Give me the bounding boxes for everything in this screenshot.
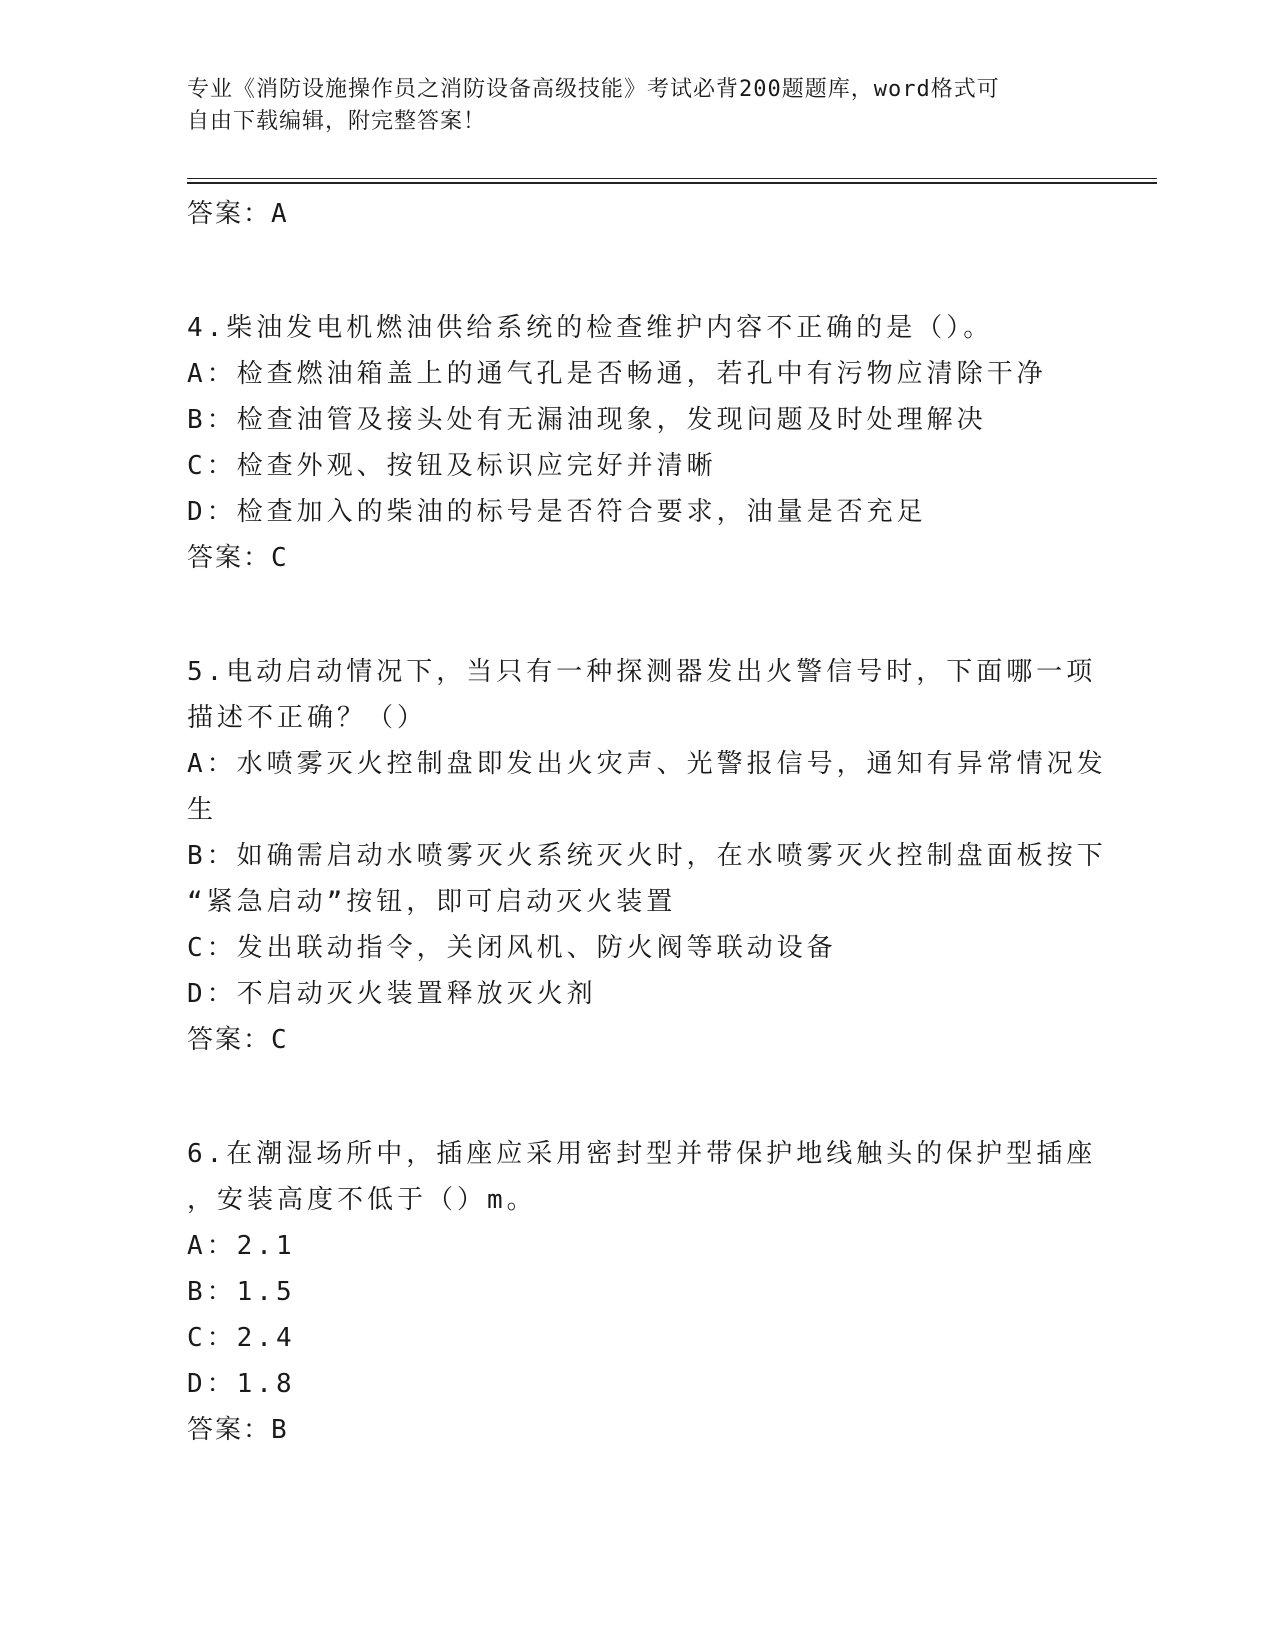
option-a: A：检查燃油箱盖上的通气孔是否畅通，若孔中有污物应清除干净: [187, 359, 1047, 389]
question-answer: 答案：C: [187, 1025, 289, 1055]
option-d: D：1.8: [187, 1369, 296, 1399]
header-line-1: 专业《消防设施操作员之消防设备高级技能》考试必背200题题库，word格式可: [187, 77, 1000, 102]
spacer: [187, 581, 1087, 649]
header-divider: [187, 178, 1157, 184]
option-c: C：2.4: [187, 1323, 296, 1353]
option-b: B：如确需启动水喷雾灭火系统灭火时，在水喷雾灭火控制盘面板按下: [187, 841, 1107, 871]
spacer: [187, 237, 1087, 305]
question-answer: 答案：B: [187, 1415, 289, 1445]
question-text: 6.在潮湿场所中，插座应采用密封型并带保护地线触头的保护型插座: [187, 1139, 1097, 1169]
option-b: B：检查油管及接头处有无漏油现象，发现问题及时处理解决: [187, 405, 987, 435]
option-c: C：检查外观、按钮及标识应完好并清晰: [187, 451, 717, 481]
question-text-continued: 描述不正确？（）: [187, 703, 428, 733]
question-block: [187, 305, 1087, 581]
question-answer: 答案：C: [187, 543, 289, 573]
question-block: [187, 649, 1107, 1063]
question-block: [187, 1131, 1097, 1453]
option-c: C：发出联动指令，关闭风机、防火阀等联动设备: [187, 933, 837, 963]
option-a: A：2.1: [187, 1231, 296, 1261]
option-d: D：检查加入的柴油的标号是否符合要求，油量是否充足: [187, 497, 927, 527]
document-body: [187, 191, 1107, 1453]
question-text-continued: ，安装高度不低于（）m。: [187, 1185, 537, 1215]
option-b: B：1.5: [187, 1277, 296, 1307]
question-text: 5.电动启动情况下，当只有一种探测器发出火警信号时，下面哪一项: [187, 657, 1097, 687]
option-a-continued: 生: [187, 795, 218, 825]
question-text: 4.柴油发电机燃油供给系统的检查维护内容不正确的是（）。: [187, 313, 994, 343]
option-d: D：不启动灭火装置释放灭火剂: [187, 979, 597, 1009]
option-b-continued: “紧急启动”按钮，即可启动灭火装置: [187, 887, 677, 917]
previous-answer: 答案：A: [187, 199, 289, 229]
spacer: [187, 1063, 1087, 1131]
document-header: [187, 74, 1067, 138]
option-a: A：水喷雾灭火控制盘即发出火灾声、光警报信号，通知有异常情况发: [187, 749, 1107, 779]
header-line-2: 自由下载编辑，附完整答案！: [187, 109, 487, 134]
